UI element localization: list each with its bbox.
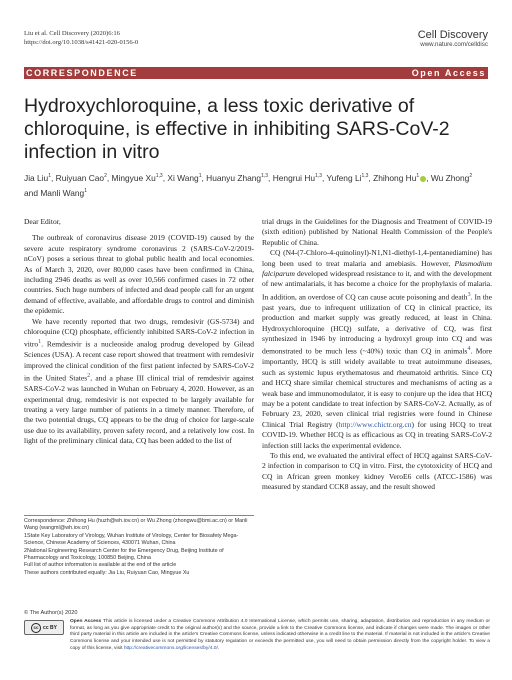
affiliation-note: 1State Key Laboratory of Virology, Wuhan Institute of Virology, Center for Biosafety Mega-Science, Chinese Academy of Sciences, 430071 Wuhan, China xyxy=(24,532,239,547)
author[interactable]: Hengrui Hu$^{1,3}$ xyxy=(272,172,323,183)
footnotes xyxy=(24,518,254,577)
author[interactable]: Xi Wang$^1$ xyxy=(167,172,202,183)
author-list: Jia Liu$^1$, Ruiyuan Cao$^2$, Mingyue Xu$^{1,3}$, Xi Wang$^1$, Huanyu Zhang$^{1,3}$, Hengrui Hu$^{1,3}$, Yufeng Li$^{1,3}$, Zhihong Hu$^1$ , Wu Zhong$^2$ and Manli Wang$^1$ xyxy=(24,172,473,198)
open-access-label: Open Access xyxy=(411,68,486,78)
journal-header xyxy=(418,29,488,49)
article-type: CORRESPONDENCE xyxy=(26,68,138,78)
author[interactable]: Wu Zhong$^2$ xyxy=(430,172,473,183)
license-link[interactable]: http://creativecommons.org/licenses/by/4.0/ xyxy=(123,645,218,651)
article-type-banner xyxy=(24,67,488,79)
citation-header xyxy=(24,30,138,47)
citation-line: Liu et al. Cell Discovery (2020)6:16 xyxy=(24,30,120,37)
reference-link[interactable]: 4 xyxy=(467,345,471,353)
paragraph: trial drugs in the Guidelines for the Diagnosis and Treatment of COVID-19 (sixth edition) published by National Health Commission of the People's Republic of China. xyxy=(262,217,492,247)
body-column-right xyxy=(262,217,492,493)
author[interactable]: Manli Wang$^1$ xyxy=(40,187,88,198)
author[interactable]: Zhihong Hu$^1$ xyxy=(373,173,426,183)
article-title: Hydroxychloroquine, a less toxic derivative of chloroquine, is effective in inhibiting SARS-CoV-2 infection in vitro xyxy=(24,95,450,163)
author[interactable]: Ruiyuan Cao$^2$ xyxy=(55,172,107,183)
body-column-left xyxy=(24,217,254,447)
author[interactable]: Jia Liu$^1$ xyxy=(24,172,51,183)
copyright-notice: © The Author(s) 2020 xyxy=(24,610,78,616)
salutation: Dear Editor, xyxy=(24,217,61,226)
species-name: Plasmodium falciparum xyxy=(262,258,492,279)
cc-circle-icon: cc xyxy=(31,623,41,633)
registry-link[interactable]: http://www.chictr.org.cn xyxy=(338,419,412,429)
author[interactable]: Mingyue Xu$^{1,3}$ xyxy=(111,172,163,183)
author[interactable]: Huanyu Zhang$^{1,3}$ xyxy=(206,172,269,183)
footnote-divider xyxy=(24,515,254,516)
paragraph: We have recently reported that two drugs, remdesivir (GS-5734) and chloroquine (CQ) phosphate, efficiently inhibited SARS-CoV-2 infection in vitro$^1$. Remdesivir is a nucleoside analog prodrug developed by Gilead Sciences (USA). A recent case report showed that treatment with remdesivir improved the clinical condition of the first patient infected by SARS-CoV-2 in the United States$^2$, and a phase III clinical trial of remdesivir against SARS-CoV-2 was launched in Wuhan on February 4, 2020. However, as an experimental drug, remdesivir is not expected to be largely available for treating a very large number of patients in a timely manner. Therefore, of the two potential drugs, CQ appears to be the drug of choice for large-scale use due to its availability, proven safety record, and a relatively low cost. In light of the preliminary clinical data, CQ has been added to the list of xyxy=(24,316,254,446)
license-block xyxy=(24,619,490,653)
journal-name: Cell Discovery xyxy=(417,29,488,41)
orcid-icon[interactable] xyxy=(420,176,426,182)
reference-link[interactable]: 1 xyxy=(38,338,42,346)
license-text: Open Access This article is licensed under a Creative Commons Attribution 4.0 International License, which permits use, sharing, adaptation, distribution and reproduction in any medium or format, as long as you give appropriate credit to the original author(s) and the source, provide a link to the Creative Commons license, and indicate if changes were made. The images or other third party material in this article are included in the article's Creative Commons license, unless indicated otherwise in a credit line to the material. If material is not included in the article's Creative Commons license and your intended use is not permitted by statutory regulation or exceeds the permitted use, you will need to obtain permission directly from the copyright holder. To view a copy of this license, visit http://creativecommons.org/licenses/by/4.0/. xyxy=(70,619,490,651)
reference-link[interactable]: 3 xyxy=(467,290,471,298)
reference-link[interactable]: 2 xyxy=(87,372,91,380)
author[interactable]: Yufeng Li$^{1,3}$ xyxy=(326,172,369,183)
creative-commons-badge-icon[interactable] xyxy=(24,620,64,635)
cc-by-label: cc BY xyxy=(43,624,57,631)
paragraph: To this end, we evaluated the antiviral effect of HCQ against SARS-CoV-2 infection in comparison to CQ in vitro. First, the cytotoxicity of HCQ and CQ in African green monkey kidney VeroE6 cells (ATCC-1586) was measured by standard CCK8 assay, and the result showed xyxy=(262,450,492,492)
doi-link[interactable]: https://doi.org/10.1038/s41421-020-0156-0 xyxy=(24,38,139,46)
equal-contribution-note: These authors contributed equally: Jia Liu, Ruiyuan Cao, Mingyue Xu xyxy=(24,569,190,576)
journal-url[interactable]: www.nature.com/celldisc xyxy=(420,41,488,48)
paragraph: The outbreak of coronavirus disease 2019 (COVID-19) caused by the severe acute respiratory syndrome coronavirus 2 (SARS-CoV-2/2019-nCoV) poses a serious threat to global public health and local economies. As of March 3, 2020, over 80,000 cases have been confirmed in China, including 2946 deaths as well as over 10,566 confirmed cases in 72 other countries. Such huge numbers of infected and dead people call for an urgent demand of effective, available, and affordable drugs to control and diminish the epidemic. xyxy=(24,233,254,316)
affiliation-note: 2National Engineering Research Center for the Emergency Drug, Beijing Institute of Pharmacology and Toxicology, 100850 Beijing, China xyxy=(24,547,224,562)
paragraph: CQ (N4-(7-Chloro-4-quinolinyl)-N1,N1-diethyl-1,4-pentanediamine) has long been used to treat malaria and amebiasis. However, Plasmodium falciparum developed widespread resistance to it, and with the development of new antimalarials, it has become a choice for the prophylaxis of malaria. In addition, an overdose of CQ can cause acute poisoning and death$^3$. In the past years, due to infrequent utilization of CQ in clinical practice, its production and market supply was greatly reduced, at least in China. Hydroxychloroquine (HCQ) sulfate, a derivative of CQ, was first synthesized in 1946 by introducing a hydroxyl group into CQ and was demonstrated to be much less (~40%) toxic than CQ in animals$^4$. More importantly, HCQ is still widely available to treat autoimmune diseases, such as systemic lupus erythematosus and rheumatoid arthritis. Since CQ and HCQ share similar chemical structures and mechanisms of acting as a weak base and immunomodulator, it is easy to conjure up the idea that HCQ may be a potent candidate to treat infection by SARS-CoV-2. Actually, as of February 23, 2020, seven clinical trial registries were found in Chinese Clinical Trial Registry (http://www.chictr.org.cn) for using HCQ to treat COVID-19. Whether HCQ is as efficacious as CQ in treating SARS-CoV-2 infection still lacks the experimental evidence. xyxy=(262,248,492,450)
author-info-note: Full list of author information is available at the end of the article xyxy=(24,562,177,569)
correspondence-note: Correspondence: Zhihong Hu (huzh@wh.iov.cn) or Wu Zhong (zhongwu@bmi.ac.cn) or Manli Wang (wangml@wh.iov.cn) xyxy=(24,518,248,532)
